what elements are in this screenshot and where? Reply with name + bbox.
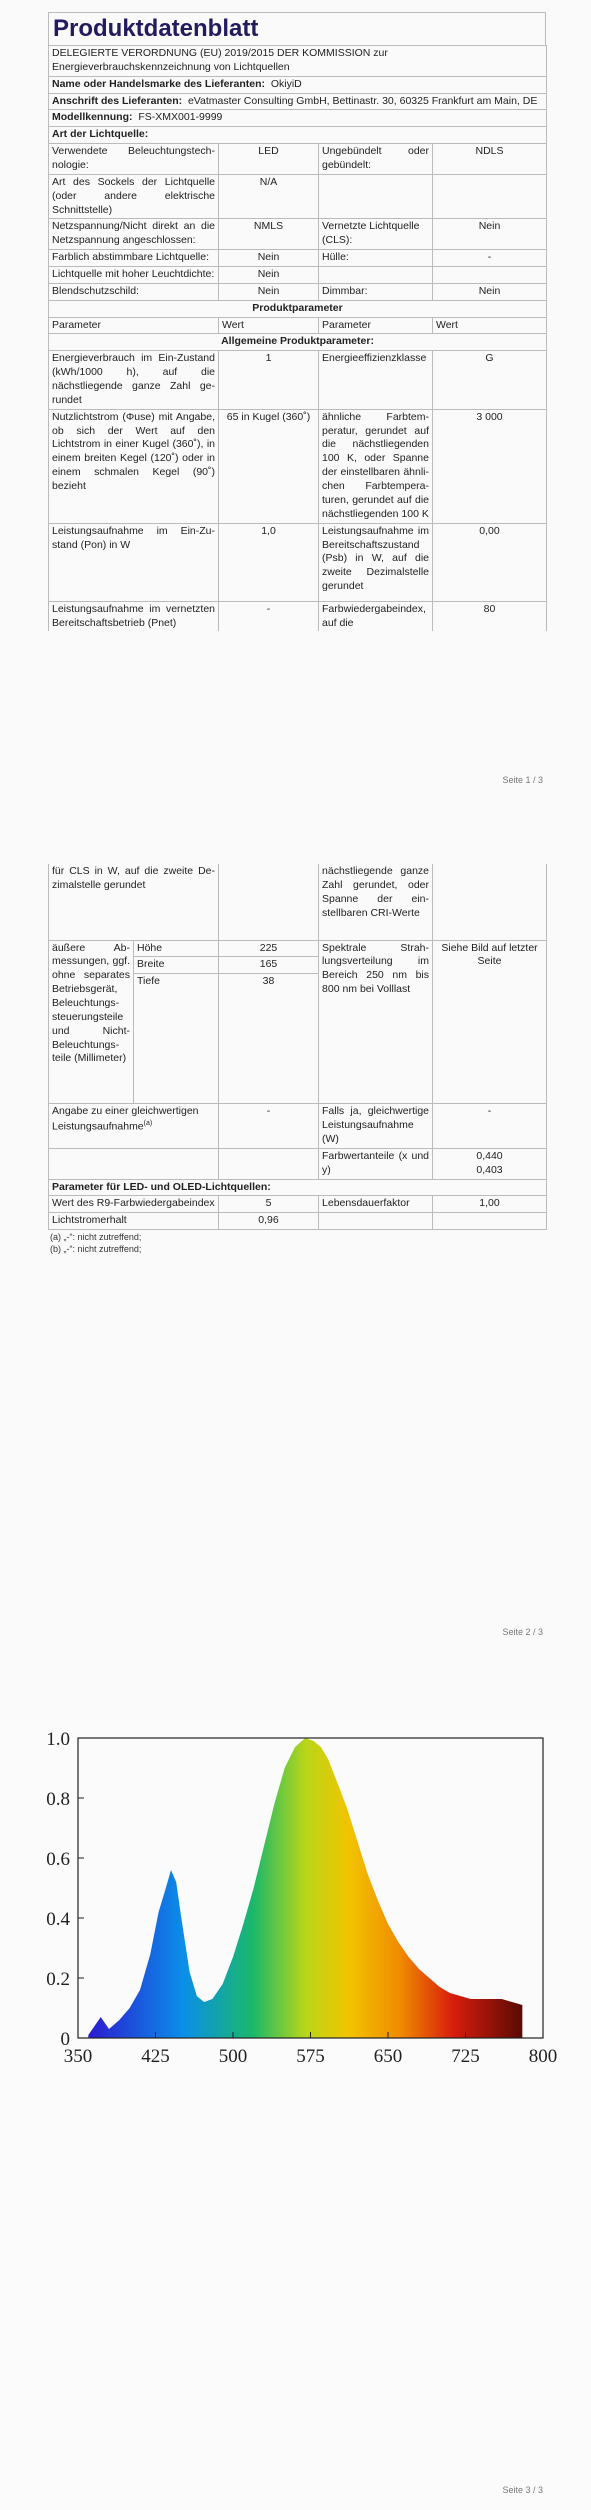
footnote-ref: (a): [143, 1120, 153, 1128]
row-value: 3 000: [433, 409, 547, 523]
row-value: -: [219, 601, 319, 631]
regulation-subtitle: DELEGIERTE VERORDNUNG (EU) 2019/2015 DER KOMMISSION zur Energieverbrauchskennzeichnung von Lichtquellen: [49, 46, 547, 77]
row-value: [433, 267, 547, 284]
chroma-x: 0,440: [476, 1149, 503, 1162]
row-param: für CLS in W, auf die zweite Dezimalstelle gerundet: [49, 864, 219, 940]
spectral-value: Siehe Bild auf letzter Seite: [433, 940, 547, 1104]
row-value: Nein: [219, 267, 319, 284]
row-value: Nein: [219, 250, 319, 267]
y-tick-label: 0.4: [46, 1909, 70, 1930]
row-param: Verwendete Beleuchtungstechnologie:: [49, 144, 219, 175]
row-value: 1: [219, 351, 319, 409]
table-row: [49, 940, 547, 957]
x-tick-label: 350: [63, 2046, 93, 2067]
col-param: Parameter: [49, 317, 219, 334]
white-label: Falls ja, gleichwertige Leistungsaufnahme (W): [319, 1104, 433, 1149]
address-row: [49, 93, 547, 110]
col-value: Wert: [433, 317, 547, 334]
brand-label: Name oder Handelsmarke des Lieferanten:: [52, 77, 265, 90]
led-params-heading: Parameter für LED- und OLED-Lichtquellen:: [49, 1179, 547, 1196]
footnote-b: (b) „-“: nicht zutreffend;: [50, 1244, 142, 1255]
white-value: -: [433, 1104, 547, 1149]
x-tick-label: 800: [528, 2046, 558, 2067]
light-type-heading: Art der Lichtquelle:: [49, 127, 547, 144]
y-tick-label: 0: [60, 2029, 70, 2050]
spectrum-chart: [30, 1720, 558, 2105]
table-row: [49, 409, 547, 523]
row-value: -: [433, 250, 547, 267]
row-value: 65 in Kugel (360˚): [219, 409, 319, 523]
row-value: Nein: [219, 283, 319, 300]
row-value: NMLS: [219, 219, 319, 250]
address-value: eVatmaster Consulting GmbH, Bettinastr. 30, 60325 Frankfurt am Main, DE: [187, 94, 538, 107]
row-param: Nutzlichtstrom (Φuse) mit Angabe, ob sich der Wert auf den Lichtstrom in einer Kugel (360˚), in einem breiten Kegel (120˚) oder in einem schmalen Kegel (90˚) bezieht: [49, 409, 219, 523]
row-value: NDLS: [433, 144, 547, 175]
y-tick-label: 0.2: [46, 1969, 70, 1990]
row-param: nächstliegende ganze Zahl gerundet, oder Spanne der einstellbaren CRI-Werte: [319, 864, 433, 940]
x-tick-label: 500: [218, 2046, 248, 2067]
table-row: [49, 1196, 547, 1213]
row-value: [433, 174, 547, 219]
dim-name: Breite: [134, 957, 219, 974]
table-row: [49, 267, 547, 284]
life-label: Lebensdauerfaktor: [319, 1196, 433, 1213]
table-row: [49, 351, 547, 409]
maint-value: 0,96: [219, 1213, 319, 1230]
chroma-label: Farbwertanteile (x und y): [319, 1148, 433, 1179]
brand-value: OkiyiD: [270, 77, 302, 90]
model-row: [49, 110, 547, 127]
model-label: Modellkennung:: [52, 111, 133, 124]
row-param: Blendschutzschild:: [49, 283, 219, 300]
x-tick-label: 725: [451, 2046, 480, 2067]
row-param: Energieeffizienzklasse: [319, 351, 433, 409]
empty-cell: [433, 1213, 547, 1230]
table-row: [49, 219, 547, 250]
empty-cell: [219, 1148, 319, 1179]
dim-value: 225: [219, 940, 319, 957]
x-tick-label: 650: [373, 2046, 403, 2067]
row-param: Ungebündelt oder gebündelt:: [319, 144, 433, 175]
r9-label: Wert des R9-Farbwiedergabeindex: [49, 1196, 219, 1213]
row-param: Farbwiedergabeindex, auf die: [319, 601, 433, 631]
equiv-value: -: [219, 1104, 319, 1149]
row-value: LED: [219, 144, 319, 175]
chroma-values: [433, 1148, 547, 1179]
row-param: Farblich abstimmbare Lichtquelle:: [49, 250, 219, 267]
row-value: [433, 864, 547, 940]
row-param: Art des Sockels der Lichtquelle (oder andere elektrische Schnittstelle): [49, 174, 219, 219]
table-row: [49, 523, 547, 601]
address-label: Anschrift des Lieferanten:: [52, 94, 183, 107]
equiv-label-cell: [49, 1104, 219, 1149]
row-value: Nein: [433, 219, 547, 250]
row-value: N/A: [219, 174, 319, 219]
page-title: Produktdatenblatt: [48, 12, 546, 45]
row-value: G: [433, 351, 547, 409]
model-value: FS-XMX001-9999: [138, 111, 223, 124]
datasheet-table-1: [48, 45, 547, 631]
table-row: [49, 283, 547, 300]
dim-name: Höhe: [134, 940, 219, 957]
y-tick-label: 0.6: [46, 1849, 70, 1870]
dim-value: 38: [219, 974, 319, 1104]
empty-cell: [49, 1148, 219, 1179]
table-row: [49, 1148, 547, 1179]
row-param: ähnliche Farbtemperatur, gerundet auf die nächstliegenden 100 K, oder Spanne der einstellbaren ähnlichen Farbtemperaturen, gerundet auf die nächstliegenden 100 K: [319, 409, 433, 523]
x-tick-label: 425: [141, 2046, 170, 2067]
table-row: [49, 1213, 547, 1230]
col-value: Wert: [219, 317, 319, 334]
row-param: Leistungsaufnahme im Ein-Zustand (Pon) in W: [49, 523, 219, 601]
row-param: Hülle:: [319, 250, 433, 267]
page-number: Seite 3 / 3: [502, 2485, 543, 2495]
empty-cell: [319, 1213, 433, 1230]
row-param: Netzspannung/Nicht direkt an die Netzspannung angeschlossen:: [49, 219, 219, 250]
row-value: [219, 864, 319, 940]
dimensions-label: äußere Abmessungen, ggf. ohne separates Betriebsgerät, Beleuchtungssteuerungsteile und Nicht-Beleuchtungsteile (Millimeter): [49, 940, 134, 1104]
row-param: Lichtquelle mit hoher Leuchtdichte:: [49, 267, 219, 284]
row-value: 1,0: [219, 523, 319, 601]
chroma-y: 0,403: [476, 1163, 503, 1176]
general-params-heading: Allgemeine Produktparameter:: [49, 334, 547, 351]
equiv-label: Angabe zu einer gleichwertigen Leistungsaufnahme: [52, 1105, 199, 1133]
spectral-label: Spektrale Strahlungsverteilung im Bereich 250 nm bis 800 nm bei Volllast: [319, 940, 433, 1104]
row-param: Dimmbar:: [319, 283, 433, 300]
row-param: Leistungsaufnahme im Bereitschaftszustand (Psb) in W, auf die zweite Dezimalstelle gerundet: [319, 523, 433, 601]
row-value: 80: [433, 601, 547, 631]
table-row: [49, 174, 547, 219]
maint-label: Lichtstromerhalt: [49, 1213, 219, 1230]
page-1: [0, 0, 591, 790]
brand-row: [49, 76, 547, 93]
row-param: Vernetzte Lichtquelle (CLS):: [319, 219, 433, 250]
table-row: [49, 144, 547, 175]
spectrum-area: [88, 1738, 522, 2038]
y-tick-label: 1.0: [46, 1729, 70, 1750]
table-row: [49, 250, 547, 267]
column-header-row: [49, 317, 547, 334]
x-tick-label: 575: [296, 2046, 325, 2067]
row-param: [319, 267, 433, 284]
datasheet-page-1: [48, 12, 546, 631]
datasheet-page-2: [48, 864, 546, 1254]
footnote-a: (a) „-“: nicht zutreffend;: [50, 1232, 142, 1243]
datasheet-table-2: [48, 864, 547, 1230]
spectrum-svg: [30, 1720, 558, 2100]
dim-value: 165: [219, 957, 319, 974]
table-row: [49, 601, 547, 631]
dim-name: Tiefe: [134, 974, 219, 1104]
y-tick-label: 0.8: [46, 1789, 70, 1810]
row-param: Leistungsaufnahme im vernetzten Bereitschaftsbetrieb (Pnet): [49, 601, 219, 631]
row-param: [319, 174, 433, 219]
page-2: [0, 860, 591, 1650]
page-number: Seite 1 / 3: [502, 775, 543, 785]
r9-value: 5: [219, 1196, 319, 1213]
row-param: Energieverbrauch im Ein-Zustand (kWh/1000 h), auf die nächstliegende ganze Zahl gerundet: [49, 351, 219, 409]
page-number: Seite 2 / 3: [502, 1627, 543, 1637]
product-params-heading: Produktparameter: [49, 300, 547, 317]
life-value: 1,00: [433, 1196, 547, 1213]
row-value: Nein: [433, 283, 547, 300]
col-param: Parameter: [319, 317, 433, 334]
row-value: 0,00: [433, 523, 547, 601]
table-row: [49, 864, 547, 940]
table-row: [49, 1104, 547, 1149]
